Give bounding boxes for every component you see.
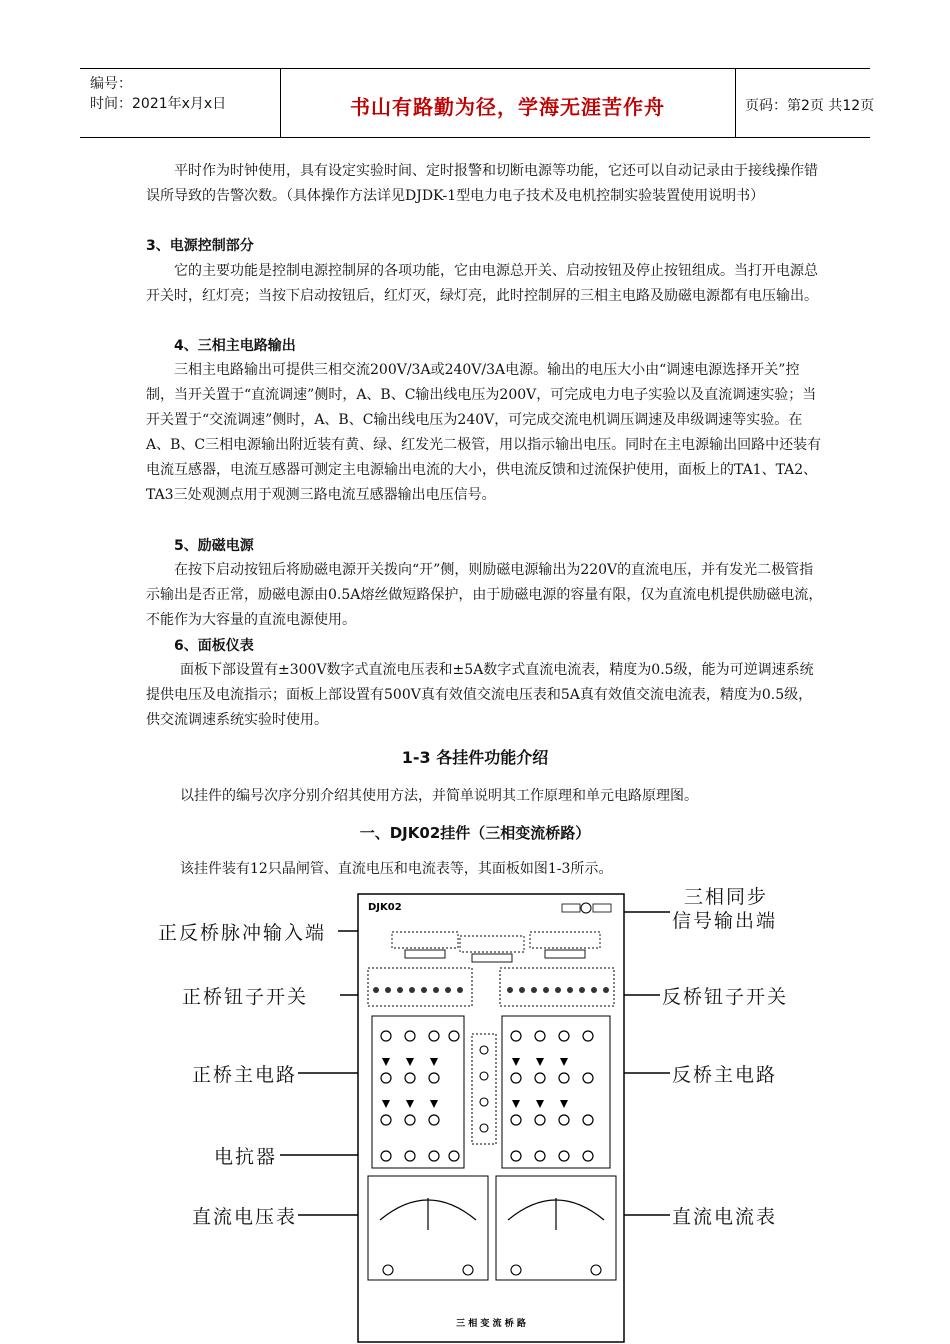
motto: 书山有路勤为径，学海无涯苦作舟 — [350, 95, 665, 119]
paragraph-meters: 面板下部设置有±300V数字式直流电压表和±5A数字式直流电流表，精度为0.5级，能为可逆调速系统提供电压及电流指示；面板上部设置有500V真有效值交流电压表和5A真有效值交流电流表，精度为0.5级，供交流调速系统实验时使用。 — [146, 662, 814, 728]
number-label: 编号： — [90, 76, 132, 92]
label-fwd-switch: 正桥钮子开关 — [182, 986, 309, 1008]
label-fwd-main-circuit: 正桥主电路 — [192, 1064, 298, 1086]
label-rev-main-circuit: 反桥主电路 — [672, 1064, 778, 1086]
panel-model: DJK02 — [368, 902, 402, 913]
paragraph-three-phase: 三相主电路输出可提供三相交流200V/3A或240V/3A电源。输出的电压大小由“调速电源选择开关”控制，当开关置于“直流调速”侧时，A、B、C输出线电压为200V，可完成电力电子实验以及直流调速实验；当开关置于“交流调速”侧时，A、B、C输出线电压为240V，可完成交流电机调压调速及串级调速等实验。在A、B、C三相电源输出附近装有黄、绿、红发光二极管，用以指示输出电压。同时在主电源输出回路中还装有电流互感器，电流互感器可测定主电源输出电流的大小，供电流反馈和过流保护使用，面板上的TA1、TA2、TA3三处观测点用于观测三路电流互感器输出电压信号。 — [146, 362, 822, 503]
heading-meters: 6、面板仪表 — [174, 638, 254, 654]
header-page-cell — [735, 69, 875, 137]
header-left-cell — [80, 69, 281, 137]
heading-three-phase: 4、三相主电路输出 — [174, 338, 296, 354]
paragraph-djk02: 该挂件装有12只晶闸管、直流电压和电流表等，其面板如图1-3所示。 — [180, 861, 613, 877]
djk02-panel-figure — [140, 880, 820, 1344]
heading-excitation: 5、励磁电源 — [174, 538, 254, 554]
time-label: 时间：2021年x月x日 — [90, 96, 227, 112]
label-sync-output-1: 三相同步 — [684, 886, 769, 908]
panel-drawing — [140, 880, 820, 1344]
section-title-1-3: 1-3 各挂件功能介绍 — [401, 748, 549, 767]
paragraph-excitation: 在按下启动按钮后将励磁电源开关拨向“开”侧，则励磁电源输出为220V的直流电压，并有发光二极管指示输出是否正常，励磁电源由0.5A熔丝做短路保护，由于励磁电源的容量有限，仅为直流电机提供励磁电流，不能作为大容量的直流电源使用。 — [146, 562, 823, 628]
label-pulse-input: 正反桥脉冲输入端 — [158, 922, 327, 944]
header-motto-cell — [280, 69, 736, 137]
label-reactor: 电抗器 — [214, 1146, 278, 1168]
heading-power-control: 3、电源控制部分 — [146, 238, 254, 254]
label-dc-voltmeter: 直流电压表 — [192, 1206, 298, 1228]
djk02-title: 一、DJK02挂件（三相变流桥路） — [359, 824, 591, 842]
paragraph-clock: 平时作为时钟使用，具有设定实验时间、定时报警和切断电源等功能，它还可以自动记录由于接线操作错误所导致的告警次数。（具体操作方法详见DJDK-1型电力电子技术及电机控制实验装置使用说明书） — [146, 163, 818, 204]
page-info: 页码：第2页 共12页 — [745, 98, 875, 114]
label-rev-switch: 反桥钮子开关 — [662, 986, 789, 1008]
paragraph-intro-1-3: 以挂件的编号次序分别介绍其使用方法，并简单说明其工作原理和单元电路原理图。 — [180, 788, 698, 804]
label-sync-output-2: 信号输出端 — [672, 910, 778, 932]
page-header — [80, 68, 875, 138]
label-dc-ammeter: 直流电流表 — [672, 1206, 778, 1228]
paragraph-power-control: 它的主要功能是控制电源控制屏的各项功能，它由电源总开关、启动按钮及停止按钮组成。当打开电源总开关时，红灯亮；当按下启动按钮后，红灯灭，绿灯亮，此时控制屏的三相主电路及励磁电源都有电压输出。 — [146, 263, 818, 304]
panel-bottom-title: 三 相 变 流 桥 路 — [456, 1319, 526, 1329]
